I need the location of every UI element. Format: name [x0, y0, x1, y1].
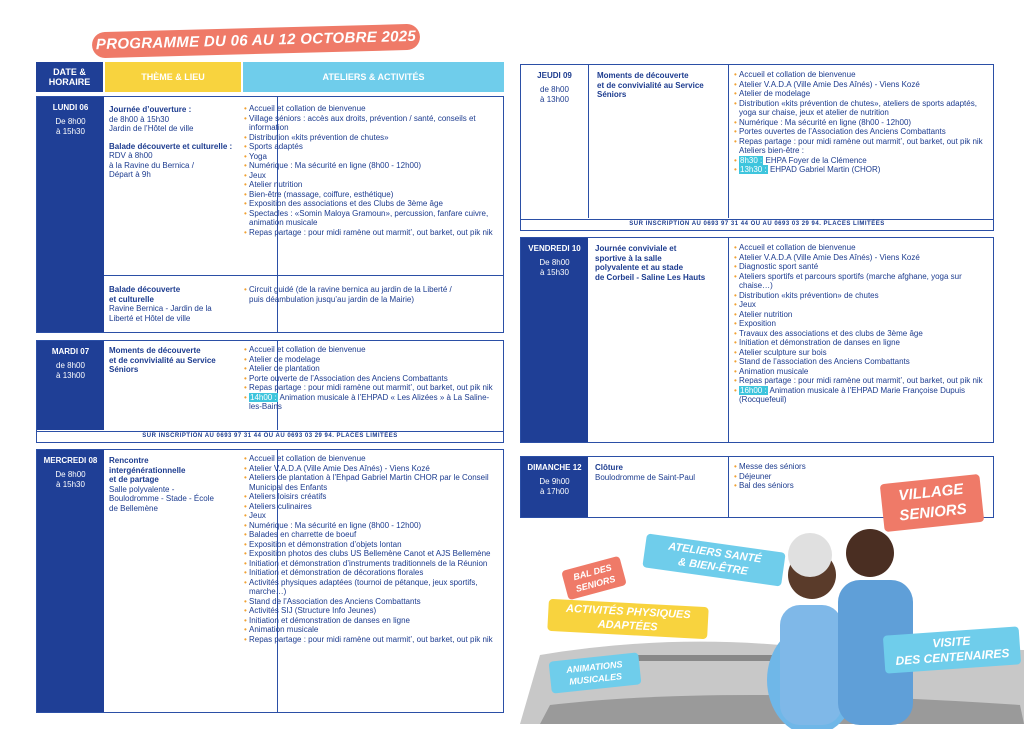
- day-cell: DIMANCHE 12 De 9h00 à 17h00: [521, 457, 588, 517]
- inscription-note: SUR INSCRIPTION AU 0693 97 31 44 OU AU 0693 03 29 94. PLACES LIMITÉES: [629, 221, 885, 227]
- seniors-photo: [520, 480, 1024, 724]
- activity-list: • Accueil et collation de bienvenue • Atelier V.A.D.A (Ville Amie Des Aînés) - Viens Kozé • Atelier de modelage • Distribution «kits prévention de chutes», ateliers de sports adaptés, yoga sur chaise, jeux et atelier de nutrition • Numérique : Ma sécurité en ligne (8h00 - 12h00) • Portes ouvertes de l’Association des Anciens Combattants • Repas partage : pour midi ramène out marmit’, out barket, out pik nik Ateliers bien-être : • 8h30 : EHPA Foyer de la Clémence • 13h30 : EHPAD Gabriel Martin (CHOR): [734, 70, 989, 175]
- day-cell: MARDI 07 de 8h00 à 13h00: [37, 341, 104, 430]
- header-theme: THÈME & LIEU: [105, 62, 241, 92]
- schedule-mardi: [36, 340, 504, 443]
- tag-village-seniors: VILLAGE SENIORS: [880, 474, 984, 532]
- activity-list: • Accueil et collation de bienvenue • Atelier V.A.D.A (Ville Amie Des Aînés) - Viens Kozé • Ateliers de plantation à l’Ehpad Gabriel Martin CHOR par le Conseil Municipal des Enfants • Ateliers loisirs créatifs • Ateliers culinaires • Jeux • Numérique : Ma sécurité en ligne (8h00 - 12h00) • Balades en charrette de boeuf • Exposition et démonstration d’objets lontan • Exposition photos des clubs US Bellemène Canot et AJS Bellemène • Initiation et démonstration d’instruments traditionnels de la Réunion • Initiation et démonstration de décorations florales • Activités physiques adaptées (tournoi de pétanque, jeux sportifs, marche…) • Stand de l’Association des Anciens Combattants • Activités SIJ (Structure Info Jeunes) • Initiation et démonstration de danses en ligne • Animation musicale • Repas partage : pour midi ramène out marmit’, out barket, out pik nik: [244, 454, 499, 644]
- schedule-jeudi: [520, 64, 994, 231]
- day-cell: LUNDI 06 De 8h00 à 15h30: [37, 97, 104, 332]
- activity-list: • Messe des séniors • Déjeuner • Bal des séniors: [734, 462, 989, 491]
- activity-list: • Accueil et collation de bienvenue • Atelier V.A.D.A (Ville Amie Des Aînés) - Viens Kozé • Diagnostic sport santé • Ateliers sportifs et parcours sportifs (marche afghane, yoga sur chaise…) • Distribution «kits prévention» de chutes • Jeux • Atelier nutrition • Exposition • Travaux des associations et des clubs de 3ème âge • Initiation et démonstration de danses en ligne • Atelier sculpture sur bois • Stand de l’association des Anciens Combattants • Animation musicale • Repas partage : pour midi ramène out marmit’, out barket, out pik nik • 16h00 : Animation musicale à l’EHPAD Marie Françoise Dupuis (Rocquefeuil): [734, 243, 989, 405]
- schedule-mercredi: [36, 449, 504, 713]
- program-banner: PROGRAMME DU 06 AU 12 OCTOBRE 2025: [92, 24, 421, 59]
- theme-opening: Journée d’ouverture : de 8h00 à 15h30 Jardin de l’Hôtel de ville Balade découverte et culturelle : RDV à 8h00 à la Ravine du Bernica / Départ à 9h: [109, 105, 233, 179]
- tag-ateliers-sante: ATELIERS SANTÉ & BIEN-ÊTRE: [642, 533, 785, 586]
- theme-cell: Journée conviviale et sportive à la salle polyvalente et au stade de Corbeil - Saline Les Hauts: [595, 244, 706, 282]
- day-cell: JEUDI 09 de 8h00 à 13h00: [521, 65, 588, 218]
- theme-cell: Clôture Boulodromme de Saint-Paul: [595, 463, 696, 482]
- header-date: DATE & HORAIRE: [36, 62, 103, 92]
- tag-animations-musicales: ANIMATIONS MUSICALES: [549, 652, 642, 693]
- day-cell: VENDREDI 10 De 8h00 à 15h30: [521, 238, 588, 442]
- activity-list: • Circuit guidé (de la ravine bernica au jardin de la Liberté / puis déambulation jusqu’au jardin de la Mairie): [244, 285, 459, 304]
- inscription-note: SUR INSCRIPTION AU 0693 97 31 44 OU AU 0693 03 29 94. PLACES LIMITÉES: [142, 433, 398, 439]
- tag-bal-seniors: BAL DES SENIORS: [561, 556, 627, 601]
- activity-list: • Accueil et collation de bienvenue • Atelier de modelage • Atelier de plantation • Porte ouverte de l’Association des Anciens Combattants • Repas partage : pour midi ramène out marmit’, out barket, out pik nik • 14h00 : Animation musicale à l’EHPAD « Les Alizées » à La Saline-les-Bains: [244, 345, 499, 412]
- theme-cell: Moments de découverte et de convivialité au Service Séniors: [109, 346, 216, 374]
- schedule-lundi: [36, 96, 504, 333]
- theme-cell: Rencontre intergénérationnelle et de partage Salle polyvalente - Boulodromme - Stade - École de Bellemène: [109, 456, 214, 513]
- activity-list: • Accueil et collation de bienvenue • Village séniors : accès aux droits, prévention / santé, conseils et information • Distribution «kits prévention de chutes» • Sports adaptés • Yoga • Numérique : Ma sécurité en ligne (8h00 - 12h00) • Jeux • Atelier nutrition • Bien-être (massage, coiffure, esthétique) • Exposition des associations et des Clubs de 3ème âge • Spectacles : «Somin Maloya Gramoun», percussion, fanfare cuivre, animation musicale • Repas partage : pour midi ramène out marmit’, out barket, out pik nik: [244, 104, 499, 237]
- day-cell: MERCREDI 08 De 8h00 à 15h30: [37, 450, 104, 712]
- header-activities: ATELIERS & ACTIVITÉS: [243, 62, 504, 92]
- tag-visite-centenaires: VISITE DES CENTENAIRES: [883, 626, 1021, 673]
- theme-cell: Moments de découverte et de convivialité au Service Séniors: [597, 71, 704, 99]
- theme-walk: Balade découverte et culturelle Ravine Bernica - Jardin de la Liberté et Hôtel de ville: [109, 285, 212, 323]
- schedule-vendredi: [520, 237, 994, 443]
- tag-activites-physiques: ACTIVITÉS PHYSIQUES ADAPTÉES: [547, 599, 708, 639]
